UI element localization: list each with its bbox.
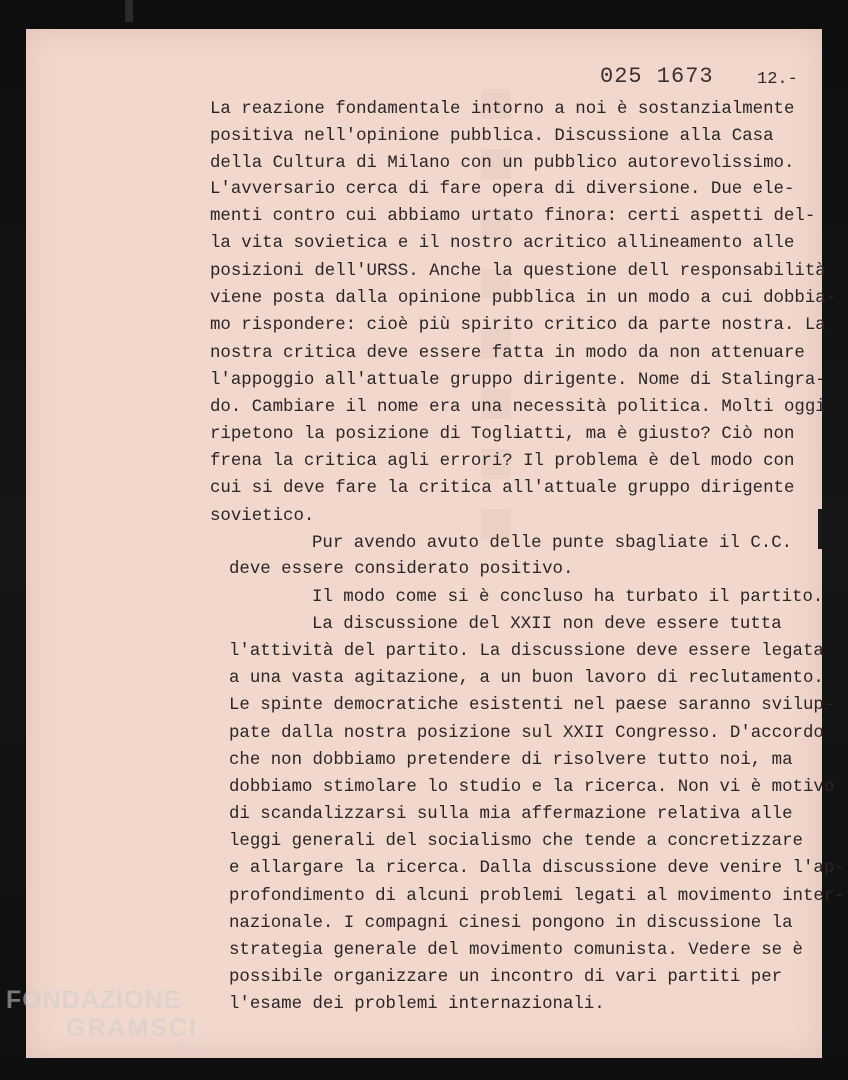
document-line: La discussione del XXII non deve essere tutta	[312, 615, 782, 634]
document-line: della Cultura di Milano con un pubblico autorevolissimo.	[210, 154, 795, 173]
scanner-clip	[125, 0, 133, 22]
document-line: pate dalla nostra posizione sul XXII Congresso. D'accordo	[229, 724, 824, 743]
document-line: possibile organizzare un incontro di vari partiti per	[229, 968, 783, 987]
document-line: strategia generale del movimento comunista. Vedere se è	[229, 941, 803, 960]
archive-number: 025 1673	[600, 64, 714, 89]
document-line: frena la critica agli errori? Il problema è del modo con	[210, 452, 795, 471]
document-line: l'appoggio all'attuale gruppo dirigente. Nome di Stalingra-	[210, 371, 826, 390]
document-line: La reazione fondamentale intorno a noi è sostanzialmente	[210, 100, 795, 119]
document-line: a una vasta agitazione, a un buon lavoro di reclutamento.	[229, 669, 824, 688]
watermark-line2: GRAMSCI	[66, 1014, 199, 1042]
document-line: e allargare la ricerca. Dalla discussione deve venire l'ap-	[229, 859, 845, 878]
document-line: sovietico.	[210, 507, 315, 526]
document-line: nostra critica deve essere fatta in modo da non attenuare	[210, 344, 805, 363]
document-line: cui si deve fare la critica all'attuale gruppo dirigente	[210, 479, 795, 498]
fondazione-gramsci-watermark	[6, 988, 204, 1052]
page-number: 12.-	[757, 70, 798, 89]
typewritten-page	[26, 29, 845, 1058]
document-line: Pur avendo avuto delle punte sbagliate il C.C.	[312, 534, 793, 553]
document-line: che non dobbiamo pretendere di risolvere tutto noi, ma	[229, 751, 793, 770]
document-line: mo rispondere: cioè più spirito critico da parte nostra. La	[210, 316, 826, 335]
document-line: leggi generali del socialismo che tende a concretizzare	[229, 832, 803, 851]
document-line: l'attività del partito. La discussione deve essere legata	[229, 642, 824, 661]
document-line: positiva nell'opinione pubblica. Discussione alla Casa	[210, 127, 774, 146]
document-line: Il modo come si è concluso ha turbato il partito.	[312, 588, 824, 607]
document-line: nazionale. I compagni cinesi pongono in discussione la	[229, 914, 793, 933]
document-line: deve essere considerato positivo.	[229, 560, 574, 579]
document-line: la vita sovietica e il nostro acritico allineamento alle	[210, 234, 795, 253]
document-line: menti contro cui abbiamo urtato finora: certi aspetti del-	[210, 207, 816, 226]
document-line: L'avversario cerca di fare opera di diversione. Due ele-	[210, 180, 795, 199]
document-line: posizioni dell'URSS. Anche la questione dell responsabilità	[210, 262, 826, 281]
document-line: l'esame dei problemi internazionali.	[229, 995, 605, 1014]
document-line: di scandalizzarsi sulla mia affermazione relativa alle	[229, 805, 793, 824]
document-line: ripetono la posizione di Togliatti, ma è giusto? Ciò non	[210, 425, 795, 444]
document-line: do. Cambiare il nome era una necessità politica. Molti oggi	[210, 398, 826, 417]
document-line: profondimento di alcuni problemi legati al movimento inter-	[229, 887, 845, 906]
page-edge-shadow	[818, 509, 822, 549]
watermark-small: ONLUS	[171, 1043, 204, 1052]
document-line: viene posta dalla opinione pubblica in un modo a cui dobbia-	[210, 289, 837, 308]
watermark-line1: FONDAZIONE	[6, 986, 182, 1014]
document-line: dobbiamo stimolare lo studio e la ricerca. Non vi è motivo	[229, 778, 835, 797]
document-line: Le spinte democratiche esistenti nel paese saranno svilup-	[229, 696, 835, 715]
